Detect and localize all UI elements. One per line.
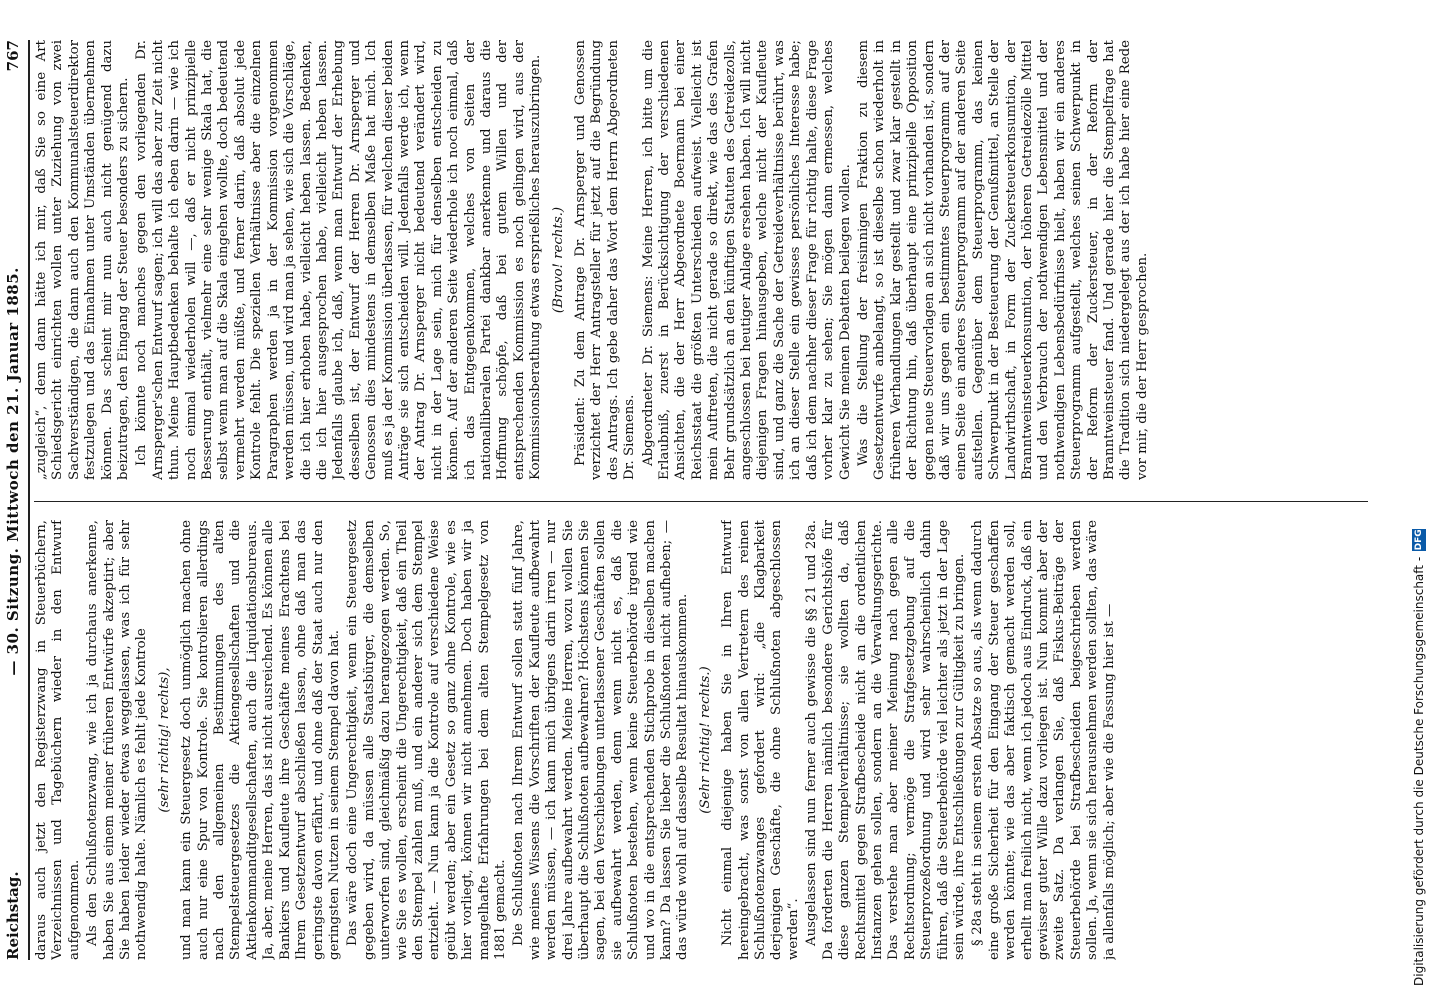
paragraph: „zugleich“, denn dann hätte ich mir, daß Sie so eine Art Schiedsgericht einrichten wollen unter Zuziehung von zwei Sachverständigen, die dann auch den Kommunalsteuerdirektor festzulegen und das Einnahmen unter Umständen übernehmen können. Das scheint mir nun auch nicht genügend dazu beizutragen, den Eingang der Steuer besonders zu sichern. (34, 40, 132, 480)
header-center: — 30. Sitzung. Mittwoch den 21. Januar 1885. (4, 267, 22, 676)
paragraph: Abgeordneter Dr. Siemens: Meine Herren, ich bitte um die Erlaubniß, zuerst in Berücksichtigung der verschiedenen Ansichten, die der Herr Abgeordnete Boermann bei einer Reichsstaat die größten Unterschieden aufweist. Vielleicht ist mein Auftreten, die nicht gerade so direkt, wie das des Grafen Behr grundsätzlich an den künftigen Statuten des Getreidezolls, angeschlossen bei heutiger Anlage ersehen haben. Ich will nicht diejenigen Fragen hinausgeben, welche nicht der Kaufleute sind, und ganz die Sache der Getreideverhältnisse berührt, was ich an dieser Stelle ein gewisses persönliches Interesse habe; daß ich dem nachher dieser Frage für richtig halte, diese Frage vorher klar zu sehen; Sie mögen dann ermessen, welches Gewicht Sie meinen Debatten beilegen wollen. (640, 40, 853, 480)
header-rule (28, 40, 30, 960)
paragraph: Das wäre doch eine Ungerechtigkeit, wenn ein Steuergesetz gegeben wird, da müssen alle Staatsbürger, die demselben unterworfen sind, gleichmäßig dazu herangezogen werden. So, wie Sie es wollen, erscheint die Ungerechtigkeit, daß ein Theil den Stempel zahlen muß, und ein anderer sich dem Stempel entzieht. — Nun kann ja die Kontrole auf verschiedene Weise geübt werden; aber ein Gesetz so ganz ohne Kontrole, wie es hier vorliegt, können wir nicht annehmen. Doch haben wir ja mangelhafte Erfahrungen bei dem alten Stempelgesetz von 1881 gemacht. (345, 520, 508, 960)
paragraph: Die Schlußnoten nach Ihrem Entwurf sollen statt fünf Jahre, wie meines Wissens die Vorschriften der Kaufleute aufbewahrt werden müssen, — ich kann mich übrigens darin irren — nur drei Jahre aufbewahrt werden. Meine Herren, wozu wollen Sie überhaupt die Schlußnoten aufbewahren? Höchstens können Sie sagen, bei den Verschiebungen unterlassener Geschäften sollen sie aufbewahrt werden, denn wenn nicht es, daß die Schlußnoten bestehen, wenn keine Steuerbehörde irgend wie und wo in die entsprechenden Stichprobe in dieselben machen kann? Da lassen Sie lieber die Schlußnoten nicht aufheben; — das würde wohl auf dasselbe Resultat hinauskommen. (511, 520, 691, 960)
column-divider (34, 501, 1368, 502)
credit-text: Digitalisierung gefördert durch die Deutsche Forschungsgemeinschaft - (1412, 556, 1426, 986)
text-column-right (34, 40, 1368, 480)
text-column-left (34, 520, 1368, 960)
page-number: 767 (4, 40, 22, 72)
paragraph: und man kann ein Steuergesetz doch unmöglich machen ohne auch nur eine Spur von Kontrole. Sie kontrolieren allerdings nach den allgemeinen Bestimmungen des alten Stempelsteuergesetzes die Aktiengesellschaften und die Aktienkommanditgesellschaften, auch die Liquidationsbureaus. Ja, aber, meine Herren, das ist nicht ausreichend. Es können alle Bankiers und Kaufleute ihre Geschäfte meines Erachtens bei Ihrem Gesetzentwurf abschließen lassen, ohne daß man das geringste davon erfährt, und ohne daß der Staat auch nur den geringsten Nutzen in seinem Stempel davon hat. (179, 520, 342, 960)
paragraph: § 28a steht in seinem ersten Absatze so aus, als wenn dadurch eine große Sicherheit für den Eingang der Steuer geschaffen werden könnte; wie das aber faktisch gemacht werden soll, erhellt man freilich nicht, wenn ich jedoch aus Eindruck, daß ein gewisser guter Wille dazu vorliegen ist. Nun kommt aber der zweite Satz. Da verlangen Sie, daß Fiskus-Beiträge der Steuerbehörde bei Strafbescheiden beigeschrieben werden sollen. Ja, wenn sie sich herausnehmen werden sollten, das wäre ja allenfalls möglich; aber wie die Fassung hier ist — (970, 520, 1117, 960)
paragraph: Als den Schlußnotenzwang, wie ich ja durchaus anerkenne, haben Sie aus einem meiner früheren Entwürfe akzeptirt; aber Sie haben leider wieder etwas weggelassen, was ich für sehr nothwendig halte. Nämlich es fehlt jede Kontrole (85, 520, 150, 960)
dfg-logo: DFG (1414, 529, 1424, 551)
page-header (0, 40, 26, 960)
paragraph: Präsident: Zu dem Antrage Dr. Arnsperger und Genossen verzichtet der Herr Antragsteller für jetzt auf die Begründung des Antrags. Ich gebe daher das Wort dem Herrn Abgeordneten Dr. Siemens. (573, 40, 638, 480)
interjection: (sehr richtig! rechts), (156, 667, 172, 813)
paragraph: Ich könnte noch manches gegen den vorliegenden Dr. Arnsperger'schen Entwurf sagen; ich will das aber zur Zeit nicht thun. Meine Hauptbedenken behalte ich eben darin — wie ich noch einmal wiederholen will —, daß er nicht prinzipielle Besserung enthält, vielmehr eine sehr wenige Skala hat, die selbst wenn man auf die Skala eingehen wollte, doch bedeutend vermehrt werden müßte, und ferner darin, daß absolut jede Kontrole fehlt. Die speziellen Verhältnisse aber die einzelnen Paragraphen werden ja in der Kommission vorgenommen werden müssen, und wird man ja sehen, wie sich die Vorschläge, die ich hier erhoben habe, vielleicht heben lassen. Bedenken, die ich hier ausgesprochen habe, vielleicht heben lassen. Jedenfalls glaube ich, daß, wenn man Entwurf der Erhebung desselben ist, der Entwurf der Herren Dr. Arnsperger und Genossen dies mindestens in demselben Maße hat mich. Ich muß es ja der Kommission überlassen, für welchen dieser beiden Anträge sie sich entscheiden will. Jedenfalls werde ich, wenn der Antrag Dr. Arnsperger nicht bedeutend verändert wird, nicht in der Lage sein, mich für denselben entscheiden zu können. Auf der anderen Seite wiederhole ich noch einmal, daß ich das Entgegenkommen, welches von Seiten der nationalliberalen Partei dankbar anerkenne und daraus die Hoffnung schöpfe, daß bei gutem Willen und der entsprechenden Kommission es noch gelingen wird, aus der Kommissionsberathung etwas ersprießliches herauszubringen. (134, 40, 544, 480)
digitization-credit-strip (1406, 0, 1432, 1000)
paragraph: daraus auch jetzt den Registerzwang in Steuerbüchern, Verzeichnissen und Tagebüchern wieder in den Entwurf aufgenommen. (34, 520, 82, 960)
paragraph: Ausgelassen sind nun ferner auch gewisse die §§ 21 und 28a. Da forderten die Herren nämlich besondere Gerichtshöfe für diese ganzen Stempelverhältnisse; sie wollten da, daß Rechtsmittel gegen Strafbescheide nicht an die ordentlichen Instanzen gehen sollen, sondern an die Verwaltungsgerichte. Das verstehe man aber meiner Meinung nach gegen alle Rechtsordnung; vermöge die Strafgesetzgebung auf die Steuerprozeßordnung und wird sehr wahrscheinlich dahin führen, daß die Steuerbehörde viel leichter als jetzt in der Lage sein würde, ihre Entschließungen zur Gültigkeit zu bringen. (804, 520, 967, 960)
interjection: (Bravo! rechts.) (550, 206, 566, 314)
interjection: (Sehr richtig! rechts.) (697, 666, 713, 814)
paragraph: Nicht einmal diejenige haben Sie in Ihren Entwurf hereingebracht, was sonst von allen Vertretern des reinen Schlußnotenzwanges gefordert wird: „die Klagbarkeit derjenigen Geschäfte, die ohne Schlußnoten abgeschlossen werden“. (720, 520, 801, 960)
header-left: Reichstag. (4, 871, 22, 960)
paragraph: Was die Stellung der freisinnigen Fraktion zu diesem Gesetzentwurfe anbelangt, so ist dieselbe schon wiederholt in früheren Verhandlungen klar gestellt und zwar klar gestellt in der Richtung hin, daß überhaupt eine prinzipielle Opposition gegen neue Steuervorlagen an sich nicht vorhanden ist, sondern daß wir uns gegen ein bestimmtes Steuerprogramm auf der einen Seite ein anderes Steuerprogramm auf der anderen Seite aufstellen. Gegenüber dem Steuerprogramm, das keinen Schwerpunkt in der Besteuerung der Genußmittel, an Stelle der Landwirthschaft, in Form der Zuckersteuerkonsumtion, der Branntweinsteuerkonsumtion, der höheren Getreidezölle Mittel und den Verbrauch der nothwendigen Lebensmittel und der nothwendigen Lebensbedürfnisse hielt, haben wir ein anderes Steuerprogramm aufgestellt, welches seinen Schwerpunkt in der Reform der Zuckersteuer, in der Reform der Branntweinsteuer fand. Und gerade hier die Stempelfrage hat die Tradition sich niedergelegt aus der ich habe hier eine Rede vor mir, die der Herr gesprochen. (855, 40, 1150, 480)
